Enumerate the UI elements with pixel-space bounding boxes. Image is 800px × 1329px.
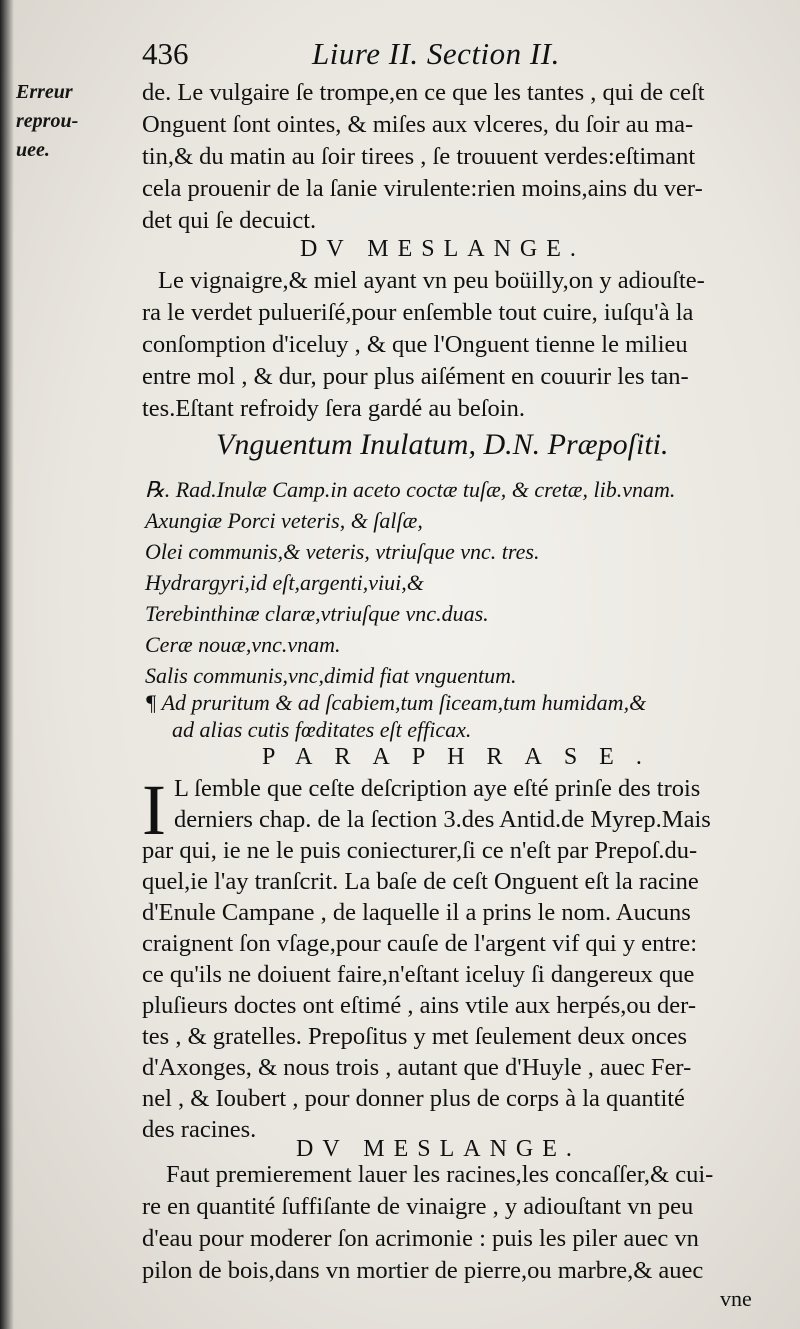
recipe-line: Terebinthinæ claræ,vtriuſque vnc.duas.: [145, 601, 489, 626]
text-line: entre mol , & dur, pour plus aiſément en couurir les tan-: [142, 363, 689, 390]
text-line: pilon de bois,dans vn mortier de pierre,ou marbre,& auec: [142, 1257, 704, 1284]
text-line: Onguent ſont ointes, & miſes aux vlceres, du ſoir au ma-: [142, 111, 694, 138]
formula-title: Vnguentum Inulatum, D.N. Præpoſiti.: [216, 428, 669, 461]
margin-note-line: reprou-: [16, 110, 79, 132]
margin-note: [16, 78, 126, 165]
recipe-line: ℞. Rad.Inulæ Camp.in aceto coctæ tuſæ, & cretæ, lib.vnam.: [145, 477, 676, 502]
text-line: d'Axonges, & nous trois , autant que d'Huyle , auec Fer-: [142, 1054, 692, 1081]
section-heading: PARAPHRASE.: [262, 744, 664, 770]
page-number: 436: [142, 36, 189, 71]
margin-note-line: uee.: [16, 139, 50, 161]
text-line: re en quantité ſuffiſante de vinaigre , y adiouſtant vn peu: [142, 1193, 694, 1220]
section-heading: DV MESLANGE.: [296, 1136, 581, 1162]
running-head: Liure II. Section II.: [312, 36, 560, 71]
text-line: conſomption d'iceluy , & que l'Onguent tienne le milieu: [142, 331, 688, 358]
text-line: Le vignaigre,& miel ayant vn peu boüilly,on y adiouſte-: [158, 267, 705, 294]
catchword: vne: [720, 1286, 752, 1311]
text-line: nel , & Ioubert , pour donner plus de corps à la quantité: [142, 1085, 685, 1112]
text-line: pluſieurs doctes ont eſtimé , ains vtile aux herpés,ou der-: [142, 992, 697, 1019]
text-line: ra le verdet pulueriſé,pour enſemble tout cuire, iuſqu'à la: [142, 299, 694, 326]
text-line: cela prouenir de la ſanie virulente:rien moins,ains du ver-: [142, 175, 703, 202]
text-line: Faut premierement lauer les racines,les concaſſer,& cui-: [166, 1161, 714, 1188]
recipe-line: Axungiæ Porci veteris, & ſalſæ,: [145, 508, 423, 533]
recipe-line: Salis communis,vnc,dimid fiat vnguentum.: [145, 663, 517, 688]
recipe-note: ad alias cutis fœditates eſt efficax.: [172, 717, 472, 742]
text-line: ce qu'ils ne doiuent faire,n'eſtant iceluy ſi dangereux que: [142, 961, 695, 988]
text-line: tin,& du matin au ſoir tirees , ſe trouuent verdes:eſtimant: [142, 143, 696, 170]
section-heading: DV MESLANGE.: [300, 236, 585, 262]
text-line: L ſemble que ceſte deſcription aye eſté prinſe des trois: [174, 775, 701, 802]
text-line: des racines.: [142, 1116, 257, 1143]
text-line: craignent ſon vſage,pour cauſe de l'argent vif qui y entre:: [142, 930, 698, 957]
binding-shadow: [0, 0, 14, 1329]
text-line: d'eau pour moderer ſon acrimonie : puis les piler auec vn: [142, 1225, 699, 1252]
recipe-note: ¶ Ad pruritum & ad ſcabiem,tum ſiceam,tum humidam,&: [145, 690, 647, 715]
margin-note-line: Erreur: [16, 81, 73, 103]
recipe-line: Hydrargyri,id eſt,argenti,viui,&: [145, 570, 424, 595]
text-line: tes , & gratelles. Prepoſitus y met ſeulement deux onces: [142, 1023, 687, 1050]
page-header: [142, 36, 762, 80]
text-line: det qui ſe decuict.: [142, 207, 317, 234]
text-line: par qui, ie ne le puis coniecturer,ſi ce n'eſt par Prepoſ.du-: [142, 837, 698, 864]
drop-cap: I: [142, 770, 166, 850]
text-line: de. Le vulgaire ſe trompe,en ce que les tantes , qui de ceſt: [142, 79, 705, 106]
text-line: d'Enule Campane , de laquelle il a prins le nom. Aucuns: [142, 899, 691, 926]
recipe-line: Ceræ nouæ,vnc.vnam.: [145, 632, 341, 657]
text-line: derniers chap. de la ſection 3.des Antid.de Myrep.Mais: [174, 806, 711, 833]
recipe-line: Olei communis,& veteris, vtriuſque vnc. tres.: [145, 539, 540, 564]
text-line: tes.Eſtant refroidy ſera gardé au beſoin.: [142, 395, 525, 422]
text-line: quel,ie l'ay tranſcrit. La baſe de ceſt Onguent eſt la racine: [142, 868, 699, 895]
